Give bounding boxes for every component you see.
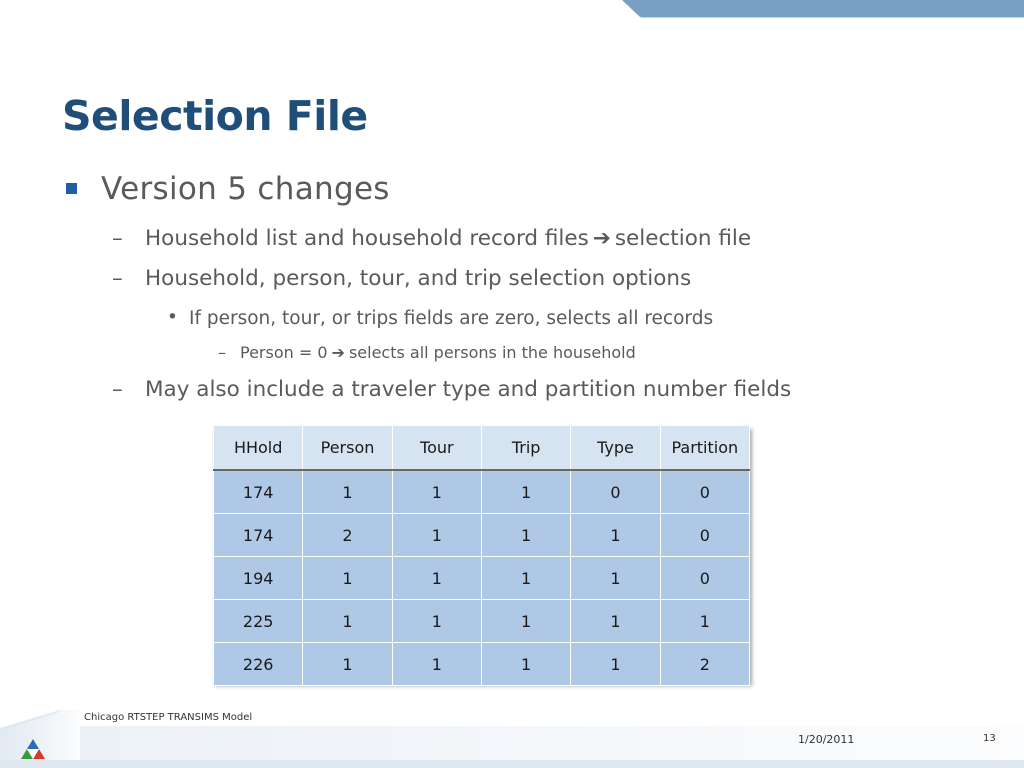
table-cell: 1 (392, 470, 481, 514)
footer-presentation-title: Chicago RTSTEP TRANSIMS Model (84, 712, 253, 723)
table-cell: 1 (392, 514, 481, 557)
bullet-text-part: selection file (614, 226, 752, 251)
table-cell: 2 (660, 643, 749, 686)
table-cell: 1 (660, 600, 749, 643)
dot-bullet-icon: • (167, 307, 178, 328)
table-cell: 1 (571, 514, 660, 557)
table-cell: 1 (392, 600, 481, 643)
footer-date: 1/20/2011 (798, 733, 855, 746)
table-cell: 1 (481, 514, 570, 557)
table-cell: 1 (392, 557, 481, 600)
table-cell: 1 (303, 643, 392, 686)
column-header: HHold (214, 426, 303, 470)
right-arrow-icon: ➔ (331, 343, 345, 362)
column-header: Partition (660, 426, 749, 470)
column-header: Tour (392, 426, 481, 470)
top-decorative-band (0, 0, 1024, 20)
table-header-row (214, 426, 750, 470)
bullet-text: If person, tour, or trips fields are zero, selects all records (189, 308, 714, 329)
table-cell: 174 (214, 514, 303, 557)
table-cell: 1 (481, 600, 570, 643)
bullet-text (240, 343, 636, 362)
bullet-text-part: Person = 0 (240, 343, 328, 362)
table-row (214, 600, 750, 643)
table-cell: 0 (660, 514, 749, 557)
table-cell: 1 (571, 600, 660, 643)
table-cell: 1 (481, 643, 570, 686)
table-cell: 1 (303, 557, 392, 600)
bullet-text: Version 5 changes (101, 171, 390, 207)
table-cell: 0 (660, 470, 749, 514)
table-cell: 194 (214, 557, 303, 600)
table-row (214, 643, 750, 686)
bullet-text-part: Household list and household record files (145, 226, 589, 251)
argonne-triangle-logo-icon (20, 738, 46, 760)
column-header: Person (303, 426, 392, 470)
table-cell: 1 (481, 557, 570, 600)
selection-table-container (213, 426, 750, 683)
bullet-text: Household, person, tour, and trip selection options (145, 266, 692, 291)
table-cell: 2 (303, 514, 392, 557)
table-cell: 225 (214, 600, 303, 643)
table-cell: 1 (392, 643, 481, 686)
bullet-text-part: selects all persons in the household (348, 343, 636, 362)
selection-table (213, 426, 750, 686)
column-header: Trip (481, 426, 570, 470)
table-cell: 1 (571, 557, 660, 600)
table-cell: 1 (303, 600, 392, 643)
table-cell: 1 (481, 470, 570, 514)
bullet-text (145, 226, 751, 251)
table-cell: 0 (571, 470, 660, 514)
dash-bullet-icon: – (112, 226, 123, 251)
table-cell: 174 (214, 470, 303, 514)
dash-bullet-icon: – (112, 266, 123, 291)
footer-page-number: 13 (983, 733, 996, 744)
table-row (214, 514, 750, 557)
table-cell: 1 (303, 470, 392, 514)
bullet-text: May also include a traveler type and partition number fields (145, 377, 792, 402)
column-header: Type (571, 426, 660, 470)
table-row (214, 470, 750, 514)
table-cell: 1 (571, 643, 660, 686)
right-arrow-icon: ➔ (592, 226, 611, 251)
square-bullet-icon (66, 183, 77, 194)
dash-bullet-icon: – (112, 377, 123, 402)
table-cell: 226 (214, 643, 303, 686)
table-cell: 0 (660, 557, 749, 600)
table-row (214, 557, 750, 600)
dash-bullet-icon: – (218, 343, 226, 362)
slide-title: Selection File (62, 92, 368, 140)
